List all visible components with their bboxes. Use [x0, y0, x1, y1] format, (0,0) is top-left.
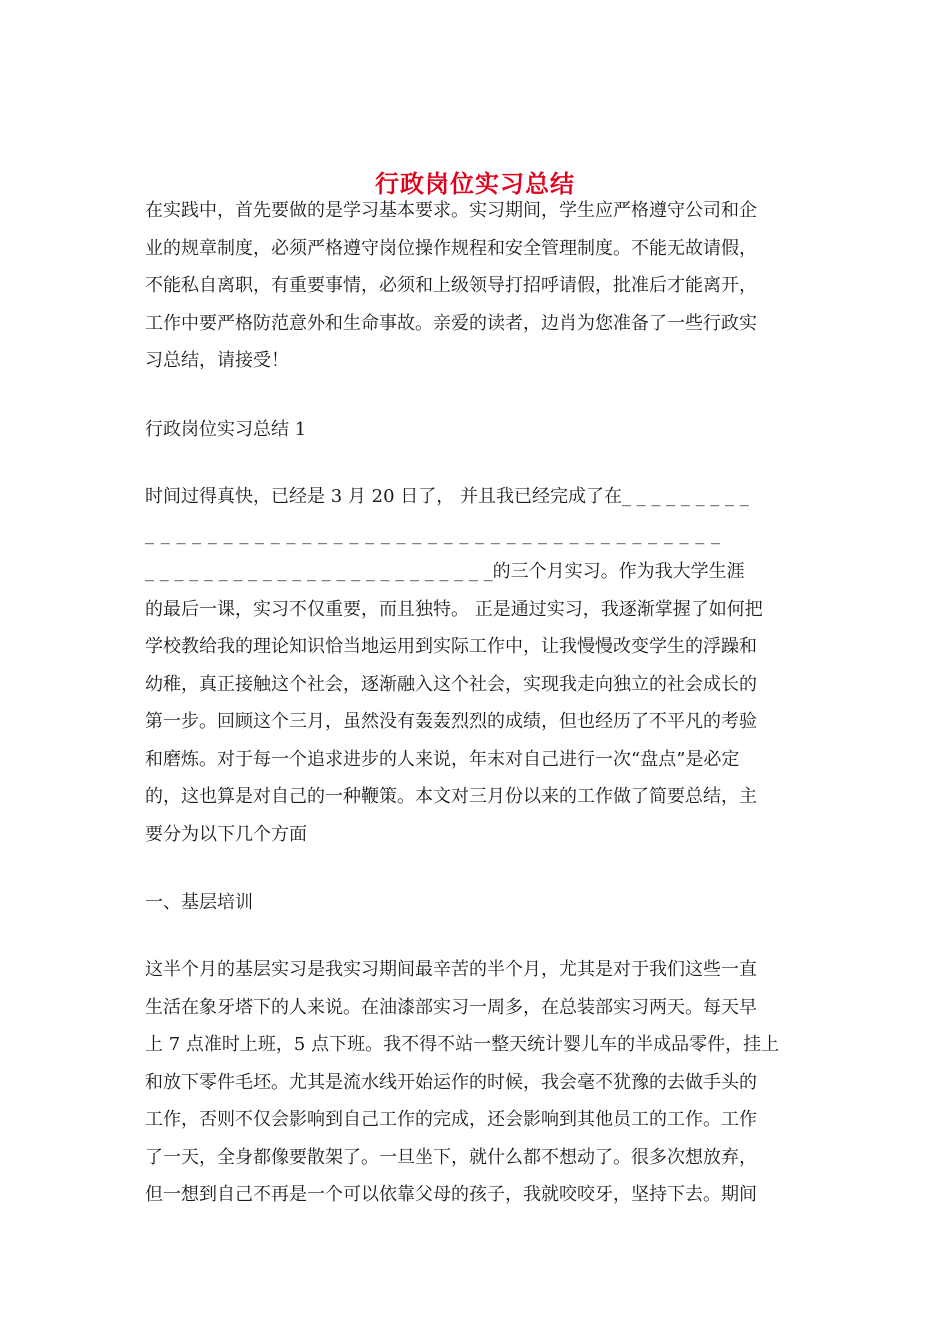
paragraph-line: 不能私自离职，有重要事情，必须和上级领导打招呼请假，批准后才能离开， [145, 275, 757, 296]
paragraph-line: 习总结，请接受！ [145, 350, 289, 371]
paragraph-line: 在实践中，首先要做的是学习基本要求。实习期间，学生应严格遵守公司和企 [145, 200, 757, 221]
paragraph-line: 了一天，全身都像要散架了。一旦坐下，就什么都不想动了。很多次想放弃， [145, 1146, 757, 1168]
paragraph-line: 业的规章制度，必须严格遵守岗位操作规程和安全管理制度。不能无故请假， [145, 237, 757, 259]
paragraph-line: 学校教给我的理论知识恰当地运用到实际工作中，让我慢慢改变学生的浮躁和 [145, 636, 757, 657]
paragraph-line: 第一步。回顾这个三月，虽然没有轰轰烈烈的成绩，但也经历了不平凡的考验 [145, 711, 757, 732]
paragraph-line: 要分为以下几个方面 [145, 823, 307, 845]
subsection-heading [145, 884, 805, 922]
intro-paragraph [145, 192, 805, 380]
paragraph-line: 但一想到自己不再是一个可以依靠父母的孩子，我就咬咬牙，坚持下去。期间 [145, 1184, 757, 1205]
paragraph-line: 的，这也算是对自己的一种鞭策。本文对三月份以来的工作做了简要总结，主 [145, 786, 757, 807]
paragraph-line: 上 7 点准时上班，5 点下班。我不得不站一整天统计婴儿车的半成品零件，挂上 [145, 1034, 780, 1055]
paragraph-line: 和放下零件毛坯。尤其是流水线开始运作的时候，我会毫不犹豫的去做手头的 [145, 1071, 757, 1093]
subsection-heading-text: 一、基层培训 [145, 892, 253, 913]
paragraph-line: 工作中要严格防范意外和生命事故。亲爱的读者，边肖为您准备了一些行政实 [145, 312, 757, 334]
document-title: 行政岗位实习总结 [375, 169, 575, 199]
section-heading-text: 行政岗位实习总结 1 [145, 419, 307, 440]
paragraph-line: 这半个月的基层实习是我实习期间最辛苦的半个月，尤其是对于我们这些一直 [145, 959, 757, 980]
subsection-paragraph [145, 951, 805, 1214]
paragraph-line: 生活在象牙塔下的人来说。在油漆部实习一周多，在总装部实习两天。每天早 [145, 996, 757, 1018]
paragraph-line: 和磨炼。对于每一个追求进步的人来说，年末对自己进行一次“盘点”是必定 [145, 748, 740, 770]
paragraph-line: 工作，否则不仅会影响到自己工作的完成，还会影响到其他员工的工作。工作 [145, 1109, 757, 1130]
paragraph-line: 时间过得真快，已经是 3 月 20 日了， 并且我已经完成了在_ _ _ _ _ _ _ _ _ [145, 486, 749, 507]
paragraph-line: 幼稚，真正接触这个社会，逐渐融入这个社会，实现我走向独立的社会成长的 [145, 673, 757, 695]
paragraph-line: _ _ _ _ _ _ _ _ _ _ _ _ _ _ _ _ _ _ _ _ _ _ _ _的三个月实习。作为我大学生涯 [145, 561, 745, 582]
section1-paragraph [145, 478, 805, 853]
paragraph-line: 的最后一课，实习不仅重要，而且独特。 正是通过实习，我逐渐掌握了如何把 [145, 598, 763, 620]
paragraph-line: _ _ _ _ _ _ _ _ _ _ _ _ _ _ _ _ _ _ _ _ _ _ _ _ _ _ _ _ _ _ _ _ _ _ _ _ _ [145, 523, 721, 545]
section-heading [145, 411, 805, 449]
